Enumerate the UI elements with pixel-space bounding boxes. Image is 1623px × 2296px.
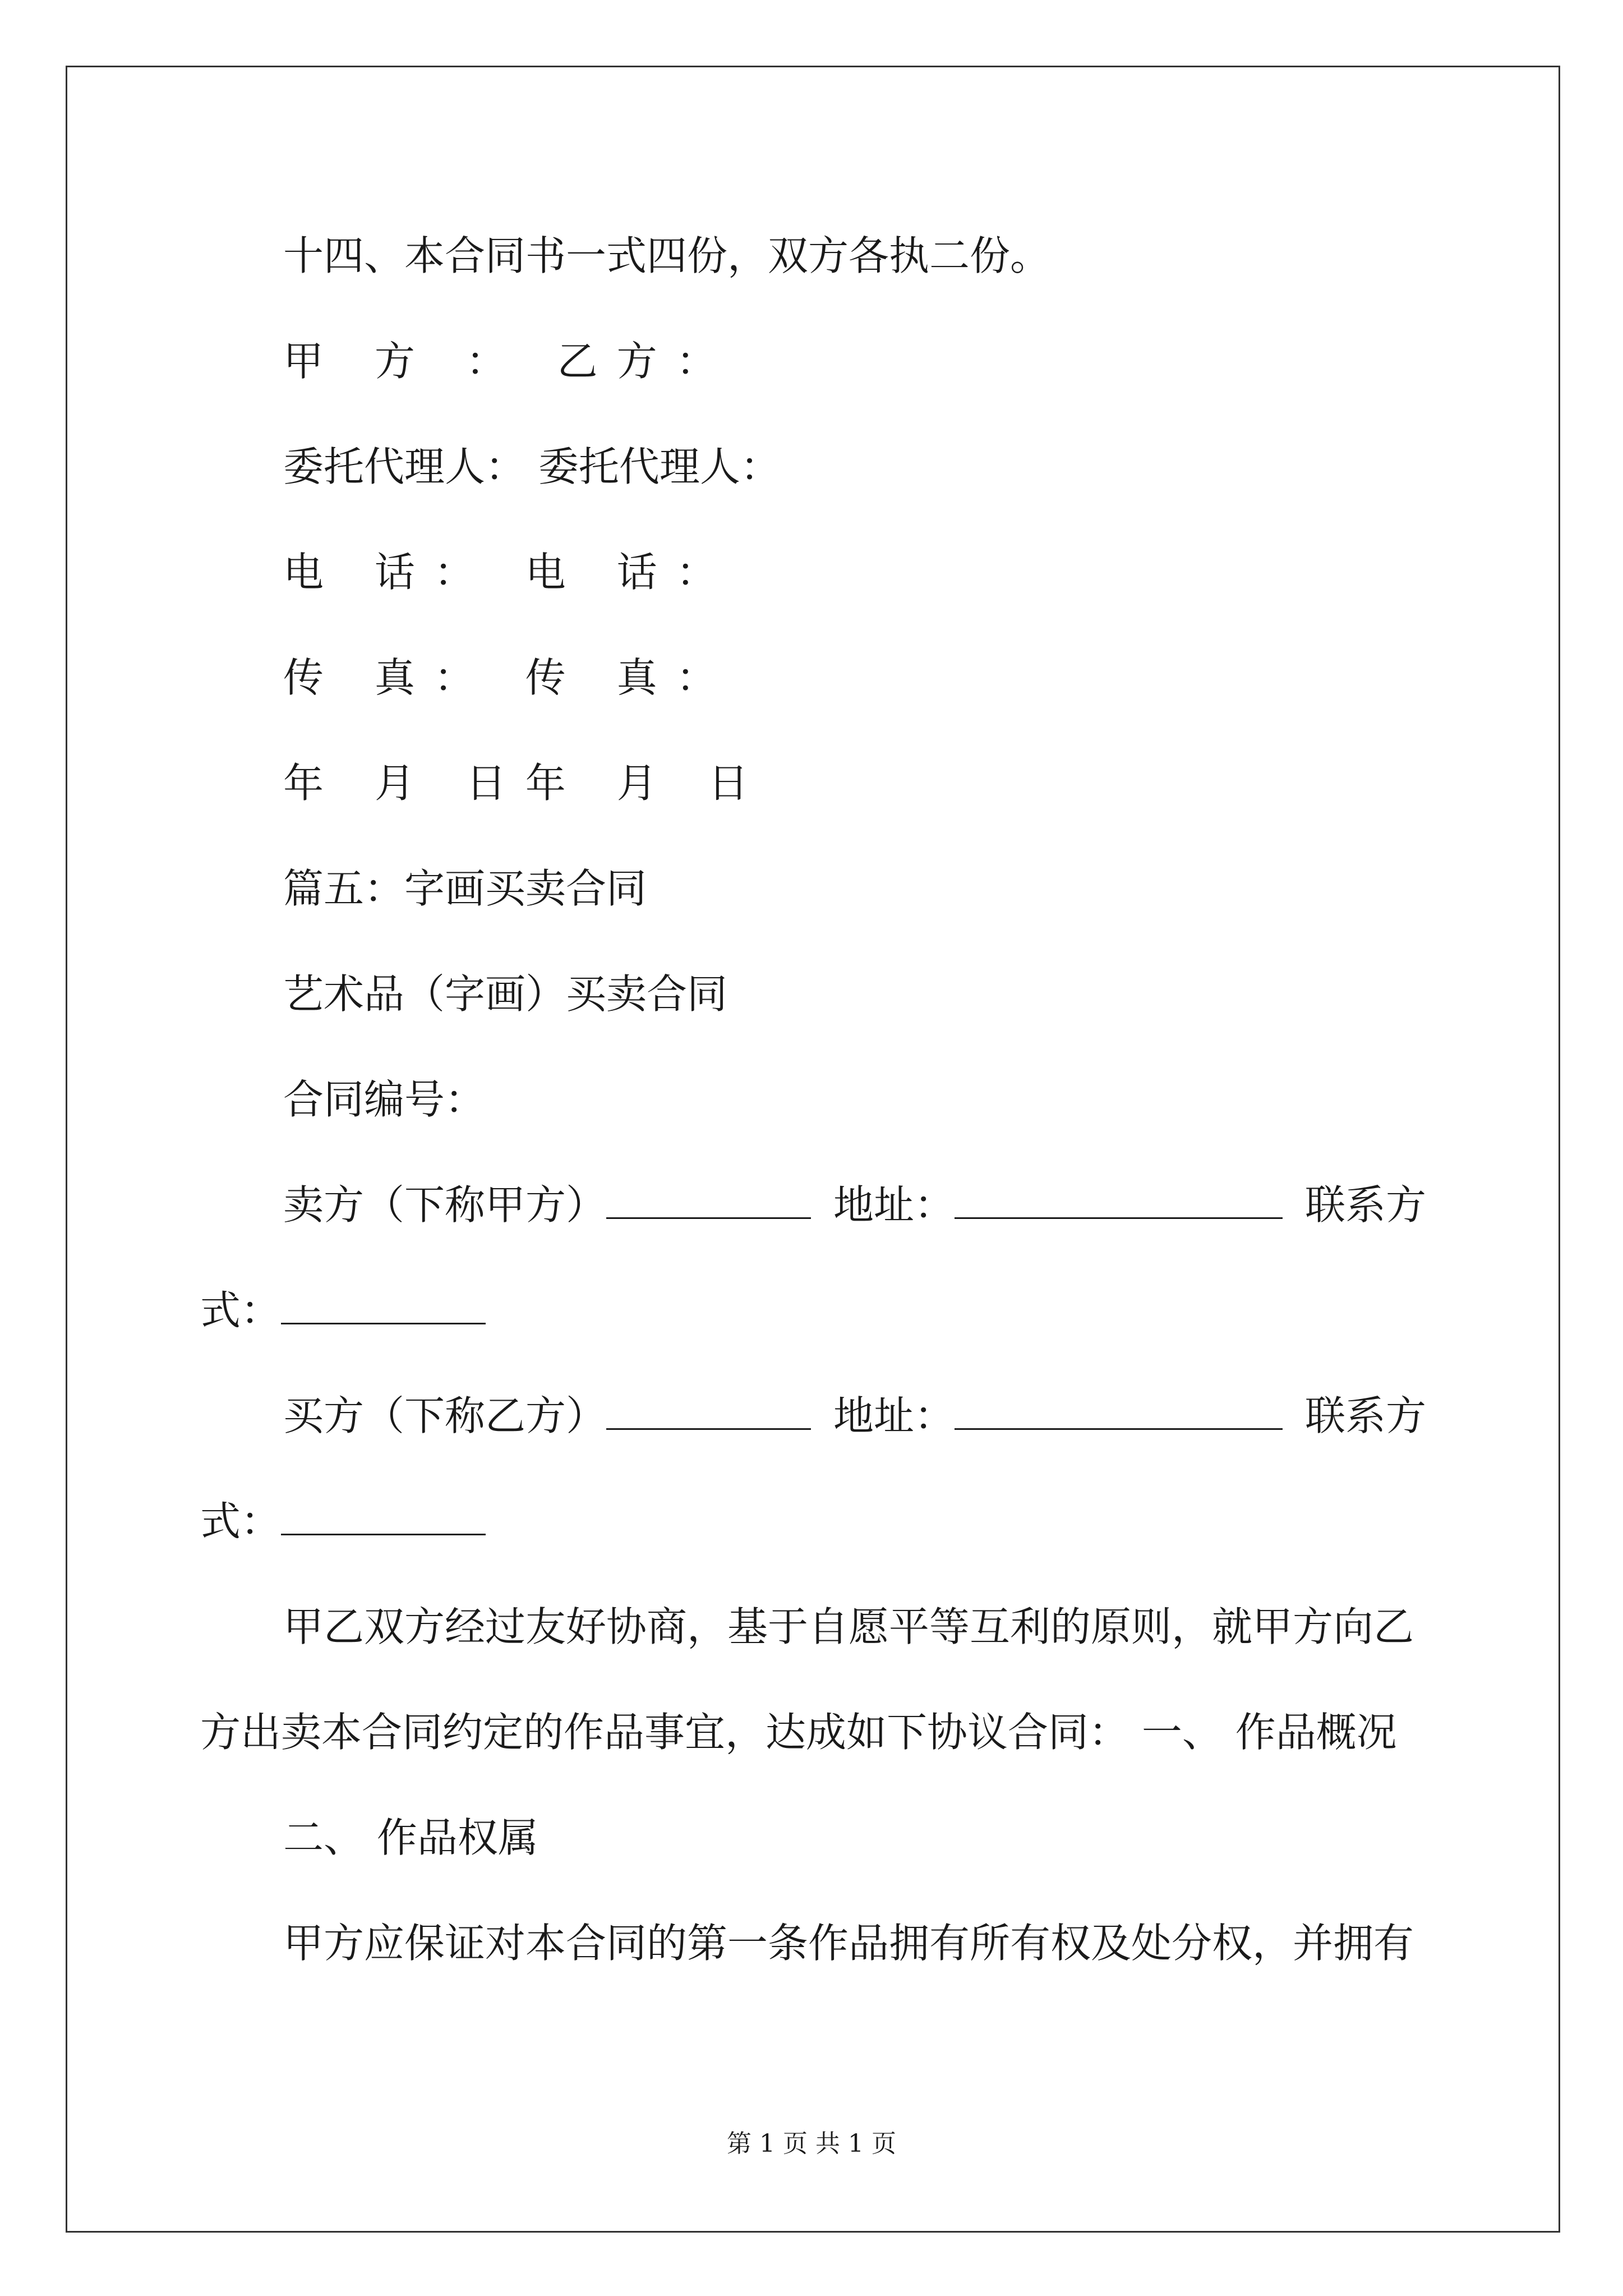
page-border — [66, 66, 1560, 2233]
date-line: 年 月 日年 月 日 — [283, 760, 768, 807]
buyer-contact-line: 式： — [200, 1494, 486, 1548]
paragraph-line-1: 甲乙双方经过友好协商，基于自愿平等互利的原则，就甲方向乙 — [283, 1603, 1414, 1650]
buyer-name-blank — [606, 1391, 811, 1430]
seller-label: 卖方（下称甲方） — [283, 1178, 811, 1232]
buyer-contact-label: 联系方 — [1304, 1392, 1426, 1439]
seller-name-blank — [606, 1180, 811, 1219]
paragraph-line-2: 方出卖本合同约定的作品事宜，达成如下协议合同： 一、 作品概况 — [200, 1709, 1397, 1756]
seller-address: 地址： — [833, 1178, 1283, 1232]
agent-line: 委托代理人： 委托代理人： — [283, 443, 781, 490]
buyer-label: 买方（下称乙方） — [283, 1389, 811, 1443]
section-two-title: 二、 作品权属 — [283, 1814, 538, 1861]
phone-line: 电 话： 电 话： — [283, 549, 736, 596]
section-title: 篇五：字画买卖合同 — [283, 865, 647, 912]
clause-fourteen: 十四、本合同书一式四份，双方各执二份。 — [283, 232, 1051, 279]
buyer-line — [283, 1389, 1426, 1443]
seller-contact-line: 式： — [200, 1283, 486, 1337]
rights-paragraph: 甲方应保证对本合同的第一条作品拥有所有权及处分权，并拥有 — [283, 1920, 1414, 1967]
seller-line — [283, 1178, 1426, 1232]
seller-contact-blank — [281, 1286, 486, 1324]
party-a-b-line: 甲 方 ： 乙方： — [283, 338, 736, 385]
page-footer: 第 1 页 共 1 页 — [727, 2129, 896, 2158]
seller-address-blank — [955, 1180, 1283, 1219]
seller-contact-label: 联系方 — [1304, 1181, 1426, 1228]
buyer-address: 地址： — [833, 1389, 1283, 1443]
fax-line: 传 真： 传 真： — [283, 654, 736, 701]
buyer-address-blank — [955, 1391, 1283, 1430]
contract-title: 艺术品（字画）买卖合同 — [283, 970, 728, 1018]
buyer-contact-blank — [281, 1497, 486, 1535]
contract-number-label: 合同编号： — [283, 1076, 486, 1123]
